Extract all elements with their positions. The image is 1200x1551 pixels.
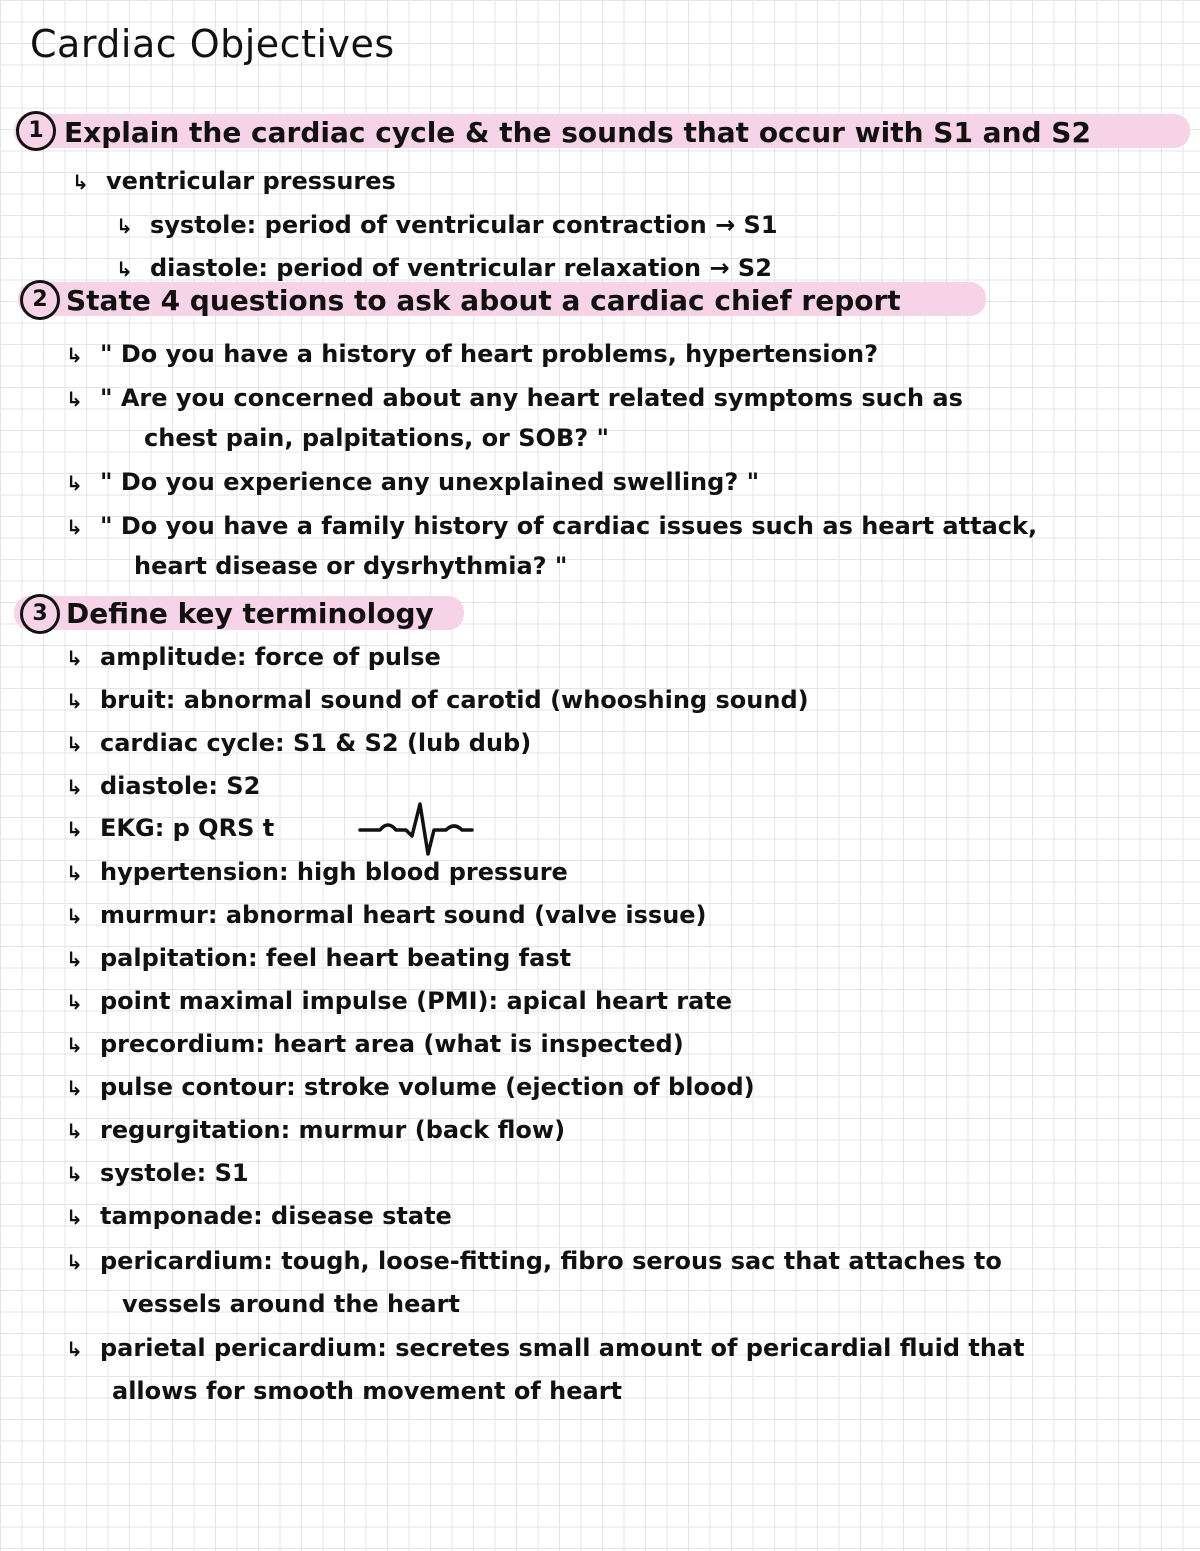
arrow-icon: ↳ [66, 990, 83, 1014]
list-item-continuation: chest pain, palpitations, or SOB? " [144, 424, 610, 452]
arrow-icon: ↳ [66, 1337, 83, 1361]
list-item: ↳ bruit: abnormal sound of carotid (whooshing sound) [66, 686, 809, 714]
list-item-continuation: heart disease or dysrhythmia? " [134, 552, 568, 580]
arrow-icon: ↳ [66, 1205, 83, 1229]
arrow-icon: ↳ [66, 1033, 83, 1057]
section-number-3: 3 [20, 594, 60, 634]
arrow-icon: ↳ [66, 1076, 83, 1100]
arrow-icon: ↳ [66, 387, 83, 411]
arrow-icon: ↳ [66, 732, 83, 756]
page-title: Cardiac Objectives [30, 22, 395, 66]
list-item: ↳ palpitation: feel heart beating fast [66, 944, 572, 972]
arrow-icon: ↳ [66, 471, 83, 495]
list-item: ↳ amplitude: force of pulse [66, 643, 441, 671]
arrow-icon: ↳ [72, 170, 89, 194]
list-item: ↳ point maximal impulse (PMI): apical heart rate [66, 987, 733, 1015]
list-item: ↳ cardiac cycle: S1 & S2 (lub dub) [66, 729, 532, 757]
section-3-heading: Define key terminology [66, 597, 434, 630]
list-item: ↳ " Do you have a history of heart problems, hypertension? [66, 340, 879, 368]
list-item: ↳ " Do you have a family history of cardiac issues such as heart attack, [66, 512, 1038, 540]
section-1-heading: Explain the cardiac cycle & the sounds that occur with S1 and S2 [64, 116, 1091, 149]
list-item: ↳ systole: period of ventricular contraction → S1 [116, 211, 778, 239]
list-item: ↳ diastole: period of ventricular relaxation → S2 [116, 254, 772, 282]
list-item: ↳ diastole: S2 [66, 772, 261, 800]
arrow-icon: ↳ [66, 775, 83, 799]
section-number-2: 2 [20, 280, 60, 320]
list-item: ↳ " Are you concerned about any heart related symptoms such as [66, 384, 963, 412]
list-item: ↳ EKG: p QRS t [66, 814, 275, 842]
list-item: ↳ tamponade: disease state [66, 1202, 452, 1230]
list-item: ↳ pulse contour: stroke volume (ejection of blood) [66, 1073, 755, 1101]
list-item: ↳ precordium: heart area (what is inspected) [66, 1030, 684, 1058]
arrow-icon: ↳ [66, 689, 83, 713]
list-item-continuation: vessels around the heart [122, 1290, 460, 1318]
list-item: ↳ pericardium: tough, loose-fitting, fibro serous sac that attaches to [66, 1247, 1002, 1275]
arrow-icon: ↳ [116, 257, 133, 281]
section-number-1: 1 [16, 111, 56, 151]
arrow-icon: ↳ [66, 1250, 83, 1274]
list-item: ↳ parietal pericardium: secretes small amount of pericardial fluid that [66, 1334, 1025, 1362]
list-item-continuation: allows for smooth movement of heart [112, 1377, 623, 1405]
arrow-icon: ↳ [66, 904, 83, 928]
list-item: ↳ systole: S1 [66, 1159, 249, 1187]
list-item: ↳ " Do you experience any unexplained swelling? " [66, 468, 760, 496]
arrow-icon: ↳ [66, 1119, 83, 1143]
ekg-waveform-icon [358, 800, 474, 860]
list-item: ↳ ventricular pressures [72, 167, 396, 195]
list-item: ↳ hypertension: high blood pressure [66, 858, 568, 886]
section-2-heading: State 4 questions to ask about a cardiac chief report [66, 284, 901, 317]
arrow-icon: ↳ [66, 515, 83, 539]
arrow-icon: ↳ [66, 343, 83, 367]
list-item: ↳ murmur: abnormal heart sound (valve issue) [66, 901, 707, 929]
list-item: ↳ regurgitation: murmur (back flow) [66, 1116, 566, 1144]
arrow-icon: ↳ [66, 817, 83, 841]
arrow-icon: ↳ [66, 947, 83, 971]
arrow-icon: ↳ [116, 214, 133, 238]
arrow-icon: ↳ [66, 861, 83, 885]
arrow-icon: ↳ [66, 1162, 83, 1186]
arrow-icon: ↳ [66, 646, 83, 670]
